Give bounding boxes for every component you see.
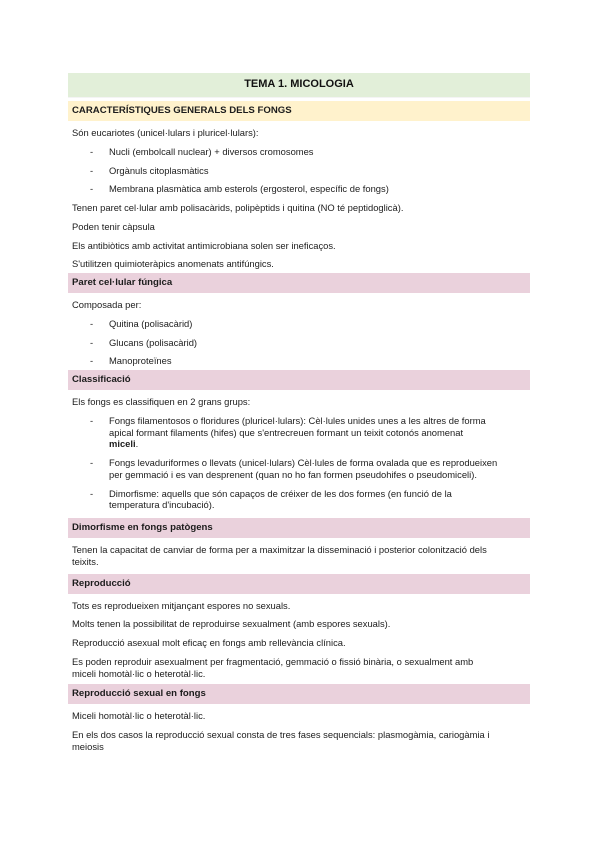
bullet-dash-icon: -	[90, 355, 94, 367]
list-item: - Orgànuls citoplasmàtics	[90, 164, 209, 176]
bullet-dash-icon: -	[90, 164, 94, 176]
classification-intro: Els fongs es classifiquen en 2 grans grups:	[72, 396, 251, 407]
list-item: - Fongs levaduriformes o llevats (unicel·lulars) Cèl·lules de forma ovalada que es reprodueixen per gemmació i es van desprenent (quan no ho fan formen pseudohifes o pseudomiceli).	[90, 457, 498, 480]
page-title: TEMA 1. MICOLOGIA	[68, 73, 530, 98]
bullet-dash-icon: -	[90, 414, 94, 426]
classification-bullet-list	[68, 415, 530, 511]
general-paragraph: Poden tenir càpsula	[72, 220, 155, 232]
reproduction-paragraph: Tots es reprodueixen mitjançant espores no sexuals.	[72, 599, 291, 611]
bullet-dash-icon: -	[90, 317, 94, 329]
list-item: - Glucans (polisacàrid)	[90, 336, 198, 348]
general-paragraph: Els antibiòtics amb activitat antimicrobiana solen ser ineficaços.	[72, 239, 336, 251]
list-item: - Manoproteïnes	[90, 355, 172, 367]
section-heading-dimorphism: Dimorfisme en fongs patògens	[68, 518, 530, 538]
section-heading-reproduction: Reproducció	[68, 574, 530, 594]
list-item: - Fongs filamentosos o floridures (pluricel·lulars): Cèl·lules unides unes a les altres de forma apical formant filaments (hifes) que s'entrecreuen formant un teixit cotonós anomenat miceli.	[90, 414, 486, 450]
bullet-dash-icon: -	[90, 487, 94, 499]
sexual-paragraph: En els dos casos la reproducció sexual consta de tres fases sequencials: plasmogàmia, cariogàmia i meiosis	[72, 729, 490, 752]
bullet-dash-icon: -	[90, 145, 94, 157]
bullet-dash-icon: -	[90, 183, 94, 195]
reproduction-paragraph: Reproducció asexual molt eficaç en fongs amb rellevància clínica.	[72, 637, 346, 648]
general-bullet-list	[68, 146, 530, 195]
section-heading-general: CARACTERÍSTIQUES GENERALS DELS FONGS	[68, 101, 530, 121]
list-item: - Dimorfisme: aquells que són capaços de créixer de les dos formes (en funció de la temperatura d'incubació).	[90, 487, 452, 511]
section-heading-wall: Paret cel·lular fúngica	[68, 273, 530, 293]
bullet-dash-icon: -	[90, 336, 94, 348]
general-paragraph: S'utilitzen quimioteràpics anomenats antifúngics.	[72, 258, 274, 270]
reproduction-paragraph: Es poden reproduir asexualment per fragmentació, gemmació o fissió binària, o sexualment amb miceli homotàl·lic o heterotàl·lic.	[72, 655, 474, 679]
sexual-paragraph: Miceli homotàl·lic o heterotàl·lic.	[72, 710, 206, 722]
section-heading-classification: Classificació	[68, 370, 530, 390]
wall-bullet-list	[68, 318, 530, 367]
dimorphism-paragraph: Tenen la capacitat de canviar de forma per a maximitzar la disseminació i posterior colonització dels teixits.	[72, 544, 487, 567]
list-item: - Nucli (embolcall nuclear) + diversos cromosomes	[90, 145, 314, 157]
bullet-dash-icon: -	[90, 457, 94, 468]
wall-intro: Composada per:	[72, 299, 142, 310]
list-item: - Membrana plasmàtica amb esterols (ergosterol, específic de fongs)	[90, 183, 389, 195]
content-column	[68, 73, 530, 753]
reproduction-paragraph: Molts tenen la possibilitat de reproduirse sexualment (amb espores sexuals).	[72, 618, 391, 630]
section-heading-sexual: Reproducció sexual en fongs	[68, 684, 530, 704]
miceli-term: miceli	[109, 438, 136, 450]
general-intro: Són eucariotes (unicel·lulars i pluricel·lulars):	[72, 127, 259, 138]
general-paragraph: Tenen paret cel·lular amb polisacàrids, polipèptids i quitina (NO té peptidoglicà).	[72, 202, 404, 213]
list-item: - Quitina (polisacàrid)	[90, 317, 193, 329]
